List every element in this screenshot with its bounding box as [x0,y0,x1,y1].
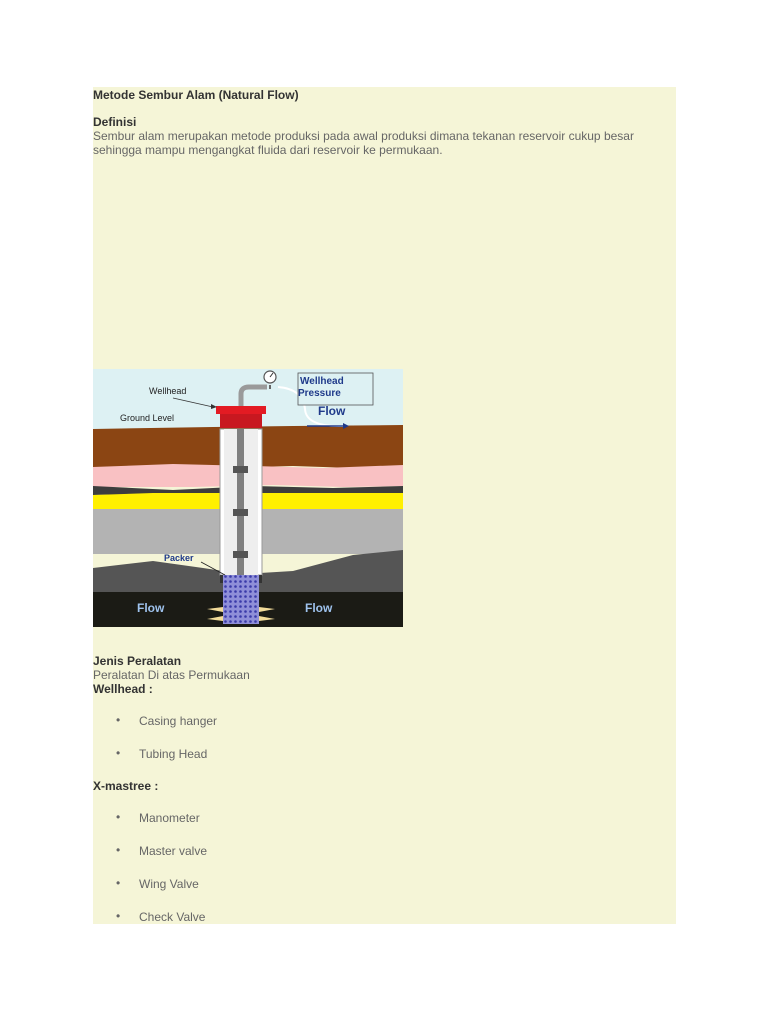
label-ground-level: Ground Level [120,413,175,423]
bullet-icon: • [116,746,121,760]
definisi-heading: Definisi [93,115,137,129]
peralatan-subheading: Peralatan Di atas Permukaan [93,668,250,682]
label-flow-right: Flow [305,601,333,615]
list-item-label: Casing hanger [139,714,218,728]
wellhead-body [220,414,262,428]
list-item-label: Master valve [139,844,208,858]
list-item-label: Tubing Head [139,747,208,761]
definisi-text-line-1: Sembur alam merupakan metode produksi pada awal produksi dimana tekanan reservoir cukup besar [93,129,634,143]
label-wellhead-pressure-1: Wellhead [300,376,344,387]
wellhead-heading: Wellhead : [93,682,153,696]
bullet-icon: • [116,909,121,923]
label-wellhead-pressure-2: Pressure [298,388,341,399]
list-item-label: Wing Valve [139,877,199,891]
collar-2 [233,509,248,516]
bullet-icon: • [116,876,121,890]
definisi-text-line-2: sehingga mampu mengangkat fluida dari reservoir ke permukaan. [93,143,443,157]
bullet-icon: • [116,810,121,824]
bullet-icon: • [116,843,121,857]
collar-3 [233,551,248,558]
document-title: Metode Sembur Alam (Natural Flow) [93,88,299,102]
well-diagram-svg [93,369,403,627]
label-packer: Packer [164,553,194,563]
list-item-label: Check Valve [139,910,206,924]
label-flow-left: Flow [137,601,165,615]
jenis-peralatan-heading: Jenis Peralatan [93,654,182,668]
label-flow-top: Flow [318,404,346,418]
natural-flow-well-diagram [93,369,403,627]
collar-1 [233,466,248,473]
xmastree-heading: X-mastree : [93,779,159,793]
perforation-zone [223,575,259,624]
list-item-label: Manometer [139,811,200,825]
label-wellhead: Wellhead [149,386,187,396]
bullet-icon: • [116,713,121,727]
wellhead-flange [216,406,266,414]
